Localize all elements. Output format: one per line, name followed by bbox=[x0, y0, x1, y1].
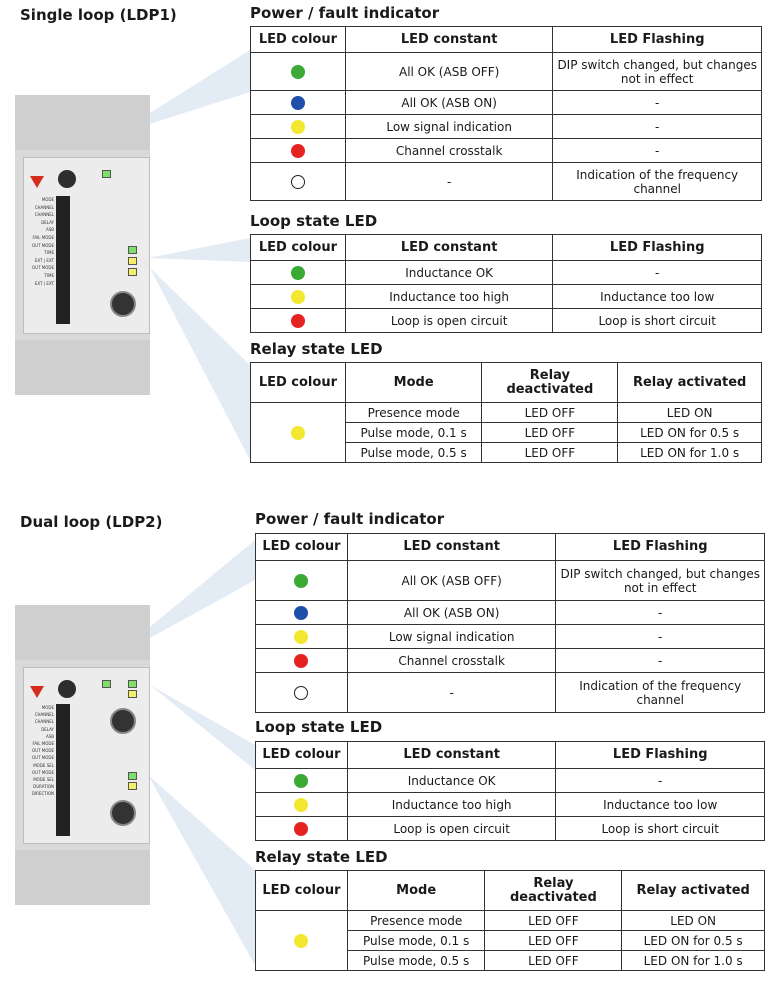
header-cell: LED Flashing bbox=[553, 27, 762, 53]
brand-logo-icon bbox=[30, 176, 44, 188]
ldp1-power-table bbox=[250, 26, 762, 201]
dip-labels bbox=[24, 196, 54, 287]
cell-constant: All OK (ASB ON) bbox=[345, 91, 553, 115]
dip-label: CHANNEL bbox=[34, 212, 54, 218]
dip-label: OUT MODE bbox=[32, 265, 54, 271]
dip-label: CHANNEL bbox=[34, 719, 54, 725]
header-cell: LED Flashing bbox=[556, 534, 765, 561]
header-cell: Mode bbox=[345, 363, 482, 403]
ldp1-device-image bbox=[15, 95, 150, 395]
dip-label: OUT MODE bbox=[32, 242, 54, 248]
power-led-icon bbox=[102, 680, 111, 688]
header-cell: Relay deactivated bbox=[485, 871, 622, 911]
cell-deactivated: LED OFF bbox=[485, 951, 622, 971]
cell-mode: Pulse mode, 0.5 s bbox=[347, 951, 485, 971]
cell-flashing: Inductance too low bbox=[556, 793, 765, 817]
table-row bbox=[256, 911, 765, 931]
cell-flashing: - bbox=[553, 139, 762, 163]
cell-flashing: - bbox=[556, 649, 765, 673]
cell-constant: Loop is open circuit bbox=[347, 817, 556, 841]
green-led-icon bbox=[294, 574, 308, 588]
relay-table-title: Relay state LED bbox=[250, 340, 383, 358]
cell-constant: All OK (ASB OFF) bbox=[347, 561, 556, 601]
device-bottom-rail bbox=[15, 850, 150, 905]
dip-label: FAIL MODE bbox=[32, 741, 54, 747]
dip-label: CHANNEL bbox=[34, 204, 54, 210]
header-cell: LED colour bbox=[251, 27, 346, 53]
header-cell: Relay activated bbox=[622, 871, 765, 911]
dip-label: ASB bbox=[45, 733, 54, 739]
header-cell: Relay deactivated bbox=[482, 363, 618, 403]
relay1-led-icon bbox=[128, 782, 137, 790]
dip-label: FAIL MODE bbox=[32, 234, 54, 240]
table-row bbox=[256, 793, 765, 817]
power-table-title: Power / fault indicator bbox=[250, 4, 440, 22]
section-heading-ldp1: Single loop (LDP1) bbox=[20, 6, 177, 24]
yellow-led-icon bbox=[294, 630, 308, 644]
sensitivity2-knob-icon bbox=[110, 708, 136, 734]
cell-activated: LED ON for 0.5 s bbox=[622, 931, 765, 951]
white-led-icon bbox=[294, 686, 308, 700]
dip-label: CHANNEL bbox=[34, 712, 54, 718]
ldp2-loop-table bbox=[255, 741, 765, 841]
cell-constant: Channel crosstalk bbox=[347, 649, 556, 673]
dip-label: DELAY bbox=[41, 726, 54, 732]
table-row bbox=[256, 625, 765, 649]
loop-table-title: Loop state LED bbox=[250, 212, 378, 230]
header-cell: LED colour bbox=[256, 534, 348, 561]
brand-logo-icon bbox=[30, 686, 44, 698]
cell-mode: Pulse mode, 0.1 s bbox=[347, 931, 485, 951]
cell-constant: - bbox=[347, 673, 556, 713]
dip-label: EXT | EXT bbox=[34, 257, 54, 263]
dip-label: DURATION bbox=[33, 784, 54, 790]
cell-flashing: Inductance too low bbox=[553, 285, 762, 309]
dip-label: MODE bbox=[41, 705, 54, 710]
cell-deactivated: LED OFF bbox=[482, 443, 618, 463]
cell-flashing: Indication of the frequency channel bbox=[553, 163, 762, 201]
cell-constant: Loop is open circuit bbox=[345, 309, 553, 333]
table-row bbox=[251, 115, 762, 139]
green-led-icon bbox=[294, 774, 308, 788]
ldp1-relay-table bbox=[250, 362, 762, 463]
cell-constant: Inductance too high bbox=[345, 285, 553, 309]
red-led-icon bbox=[291, 314, 305, 328]
dip-label: ASB bbox=[45, 227, 54, 233]
cell-flashing: Indication of the frequency channel bbox=[556, 673, 765, 713]
ldp2-device-image bbox=[15, 605, 150, 905]
blue-led-icon bbox=[291, 96, 305, 110]
header-cell: LED constant bbox=[347, 534, 556, 561]
cell-deactivated: LED OFF bbox=[485, 911, 622, 931]
table-row bbox=[256, 649, 765, 673]
cell-deactivated: LED OFF bbox=[485, 931, 622, 951]
header-cell: Mode bbox=[347, 871, 485, 911]
cell-constant: Channel crosstalk bbox=[345, 139, 553, 163]
green-led-icon bbox=[291, 266, 305, 280]
yellow-led-icon bbox=[291, 120, 305, 134]
green-led-icon bbox=[291, 65, 305, 79]
cell-flashing: - bbox=[556, 625, 765, 649]
cell-constant: All OK (ASB OFF) bbox=[345, 53, 553, 91]
dip-label: DIRECTION bbox=[31, 791, 54, 797]
header-cell: LED colour bbox=[251, 235, 346, 261]
header-cell: LED colour bbox=[256, 742, 348, 769]
header-cell: LED constant bbox=[345, 235, 553, 261]
yellow-led-icon bbox=[291, 290, 305, 304]
cell-flashing: Loop is short circuit bbox=[556, 817, 765, 841]
cell-mode: Pulse mode, 0.5 s bbox=[345, 443, 482, 463]
red-led-icon bbox=[294, 654, 308, 668]
cell-mode: Pulse mode, 0.1 s bbox=[345, 423, 482, 443]
table-row bbox=[256, 601, 765, 625]
ldp2-relay-table bbox=[255, 870, 765, 971]
cell-flashing: DIP switch changed, but changes not in effect bbox=[556, 561, 765, 601]
cell-flashing: - bbox=[556, 769, 765, 793]
callout-beam bbox=[148, 238, 250, 262]
device-top-rail bbox=[15, 95, 150, 150]
cell-flashing: - bbox=[553, 261, 762, 285]
dip-switch-block bbox=[56, 196, 70, 324]
dip-label: EXT | EXT bbox=[34, 280, 54, 286]
red-led-icon bbox=[291, 144, 305, 158]
cell-flashing: - bbox=[556, 601, 765, 625]
callout-beam bbox=[150, 268, 250, 460]
loop-led-icon bbox=[128, 246, 137, 254]
yellow-led-icon bbox=[291, 426, 305, 440]
cell-activated: LED ON for 1.0 s bbox=[622, 951, 765, 971]
ldp2-power-table bbox=[255, 533, 765, 713]
cell-constant: Inductance OK bbox=[347, 769, 556, 793]
cell-mode: Presence mode bbox=[345, 403, 482, 423]
table-row bbox=[251, 139, 762, 163]
sensitivity1-knob-icon bbox=[110, 800, 136, 826]
blue-led-icon bbox=[294, 606, 308, 620]
header-cell: LED colour bbox=[251, 363, 346, 403]
dip-switch-block bbox=[56, 704, 70, 836]
loop1-led-icon bbox=[128, 772, 137, 780]
relay-table-title: Relay state LED bbox=[255, 848, 388, 866]
ldp1-loop-table bbox=[250, 234, 762, 333]
table-row bbox=[251, 403, 762, 423]
yellow-led-icon bbox=[294, 798, 308, 812]
device-top-rail bbox=[15, 605, 150, 660]
dip-labels bbox=[24, 704, 54, 798]
cell-activated: LED ON bbox=[622, 911, 765, 931]
red-led-icon bbox=[294, 822, 308, 836]
callout-beam bbox=[150, 685, 255, 770]
relay1-led-icon bbox=[128, 257, 137, 265]
dip-label: MODE SEL bbox=[33, 777, 54, 783]
dip-label: DELAY bbox=[41, 219, 54, 225]
cell-flashing: - bbox=[553, 91, 762, 115]
device-bottom-rail bbox=[15, 340, 150, 395]
cell-activated: LED ON bbox=[618, 403, 762, 423]
table-row bbox=[251, 285, 762, 309]
table-row bbox=[256, 769, 765, 793]
table-row bbox=[256, 817, 765, 841]
dip-label: TIME bbox=[44, 272, 54, 278]
table-row bbox=[251, 91, 762, 115]
relay2-led-icon bbox=[128, 690, 137, 698]
cell-constant: Low signal indication bbox=[347, 625, 556, 649]
dip-label: OUT MODE bbox=[32, 769, 54, 775]
cell-flashing: - bbox=[553, 115, 762, 139]
dip-label: MODE bbox=[41, 197, 54, 202]
dip-label: OUT MODE bbox=[32, 755, 54, 761]
cell-constant: Inductance OK bbox=[345, 261, 553, 285]
device-front-panel bbox=[23, 667, 150, 844]
cell-mode: Presence mode bbox=[347, 911, 485, 931]
table-row bbox=[251, 53, 762, 91]
relay2-led-icon bbox=[128, 268, 137, 276]
power-table-title: Power / fault indicator bbox=[255, 510, 445, 528]
header-cell: LED Flashing bbox=[556, 742, 765, 769]
cell-activated: LED ON for 1.0 s bbox=[618, 443, 762, 463]
cell-constant: Inductance too high bbox=[347, 793, 556, 817]
cell-constant: Low signal indication bbox=[345, 115, 553, 139]
table-row bbox=[251, 163, 762, 201]
cell-constant: - bbox=[345, 163, 553, 201]
loop2-led-icon bbox=[128, 680, 137, 688]
reset-button-icon bbox=[58, 170, 76, 188]
dip-label: OUT MODE bbox=[32, 748, 54, 754]
sensitivity-knob-icon bbox=[110, 291, 136, 317]
section-heading-ldp2: Dual loop (LDP2) bbox=[20, 513, 163, 531]
table-row bbox=[251, 309, 762, 333]
cell-deactivated: LED OFF bbox=[482, 403, 618, 423]
header-cell: Relay activated bbox=[618, 363, 762, 403]
header-cell: LED colour bbox=[256, 871, 348, 911]
cell-deactivated: LED OFF bbox=[482, 423, 618, 443]
power-led-icon bbox=[102, 170, 111, 178]
table-row bbox=[256, 673, 765, 713]
table-row bbox=[256, 561, 765, 601]
header-cell: LED constant bbox=[345, 27, 553, 53]
callout-beam bbox=[148, 775, 255, 965]
cell-flashing: DIP switch changed, but changes not in effect bbox=[553, 53, 762, 91]
loop-table-title: Loop state LED bbox=[255, 718, 383, 736]
table-row bbox=[251, 261, 762, 285]
dip-label: MODE SEL bbox=[33, 762, 54, 768]
yellow-led-icon bbox=[294, 934, 308, 948]
dip-label: TIME bbox=[44, 250, 54, 256]
reset-button-icon bbox=[58, 680, 76, 698]
device-front-panel bbox=[23, 157, 150, 334]
header-cell: LED Flashing bbox=[553, 235, 762, 261]
cell-flashing: Loop is short circuit bbox=[553, 309, 762, 333]
cell-activated: LED ON for 0.5 s bbox=[618, 423, 762, 443]
header-cell: LED constant bbox=[347, 742, 556, 769]
cell-constant: All OK (ASB ON) bbox=[347, 601, 556, 625]
white-led-icon bbox=[291, 175, 305, 189]
